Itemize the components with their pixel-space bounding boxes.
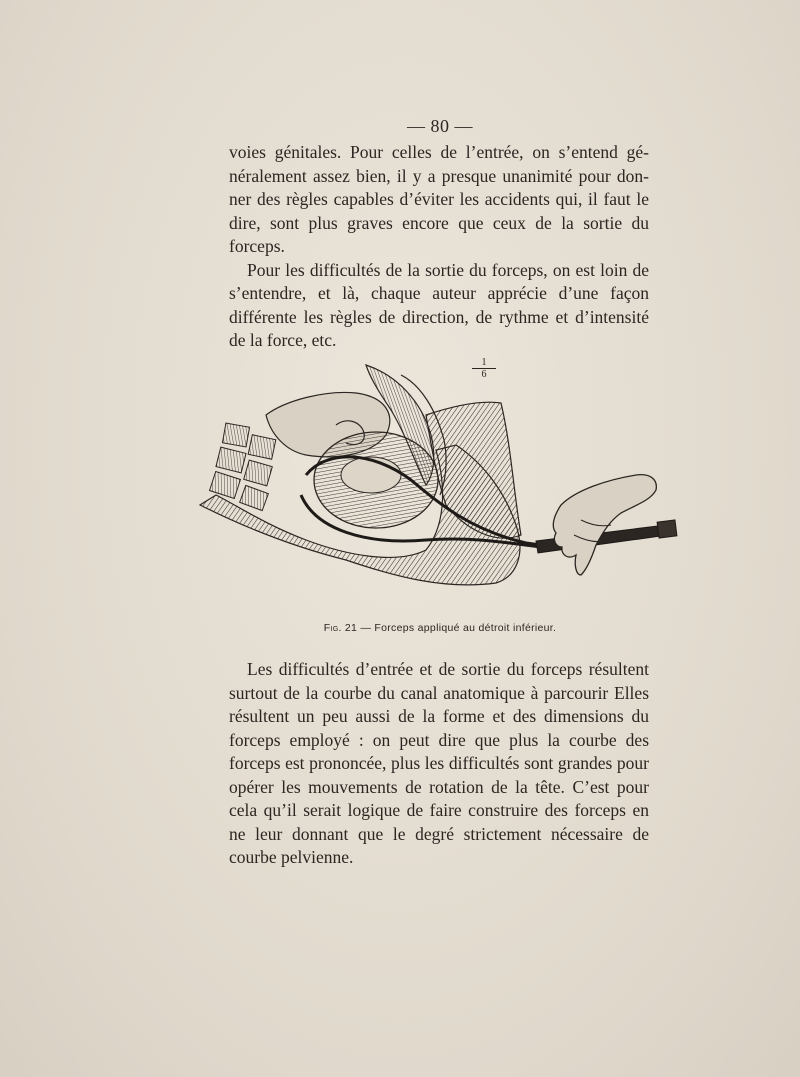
top-text-block (229, 141, 649, 353)
engraving-illustration (196, 355, 688, 613)
paragraph: voies génitales. Pour celles de l’entrée, on s’entend gé-néralement assez bien, il y a presque unanimité pour don-ner des règles capables d’éviter les accidents qui, il faut le dire, sont plus graves encore que ceux de la sortie du forceps. (229, 142, 649, 256)
page-number: — 80 — (407, 116, 473, 136)
scale-denominator: 6 (481, 369, 487, 380)
figure-caption (200, 622, 680, 634)
forceps-engraving (196, 355, 688, 613)
paragraph: Les difficultés d’entrée et de sortie du forceps résultent surtout de la courbe du canal anatomique à parcourir Elles résultent un peu aussi de la forme et des dimensions du forceps employé : on peut dire que plus la courbe des forceps est prononcée, plus les difficultés sont grandes pour opérer les mouvements de rotation de la tête. C’est pour cela qu’il serait logique de faire construire des forceps en ne leur donnant que le degré strictement nécessaire de courbe pelvienne. (229, 659, 649, 867)
scale-numerator: 1 (481, 357, 487, 368)
bottom-text-block (229, 658, 649, 870)
paragraph: Pour les difficultés de la sortie du forceps, on est loin de s’entendre, et là, chaque auteur apprécie d’une façon différente les règles de direction, de rythme et d’intensité de la force, etc. (229, 259, 649, 350)
figure-caption-text: — Forceps appliqué au détroit inférieur. (360, 622, 557, 634)
figure-label: Fig. 21 (323, 622, 358, 634)
